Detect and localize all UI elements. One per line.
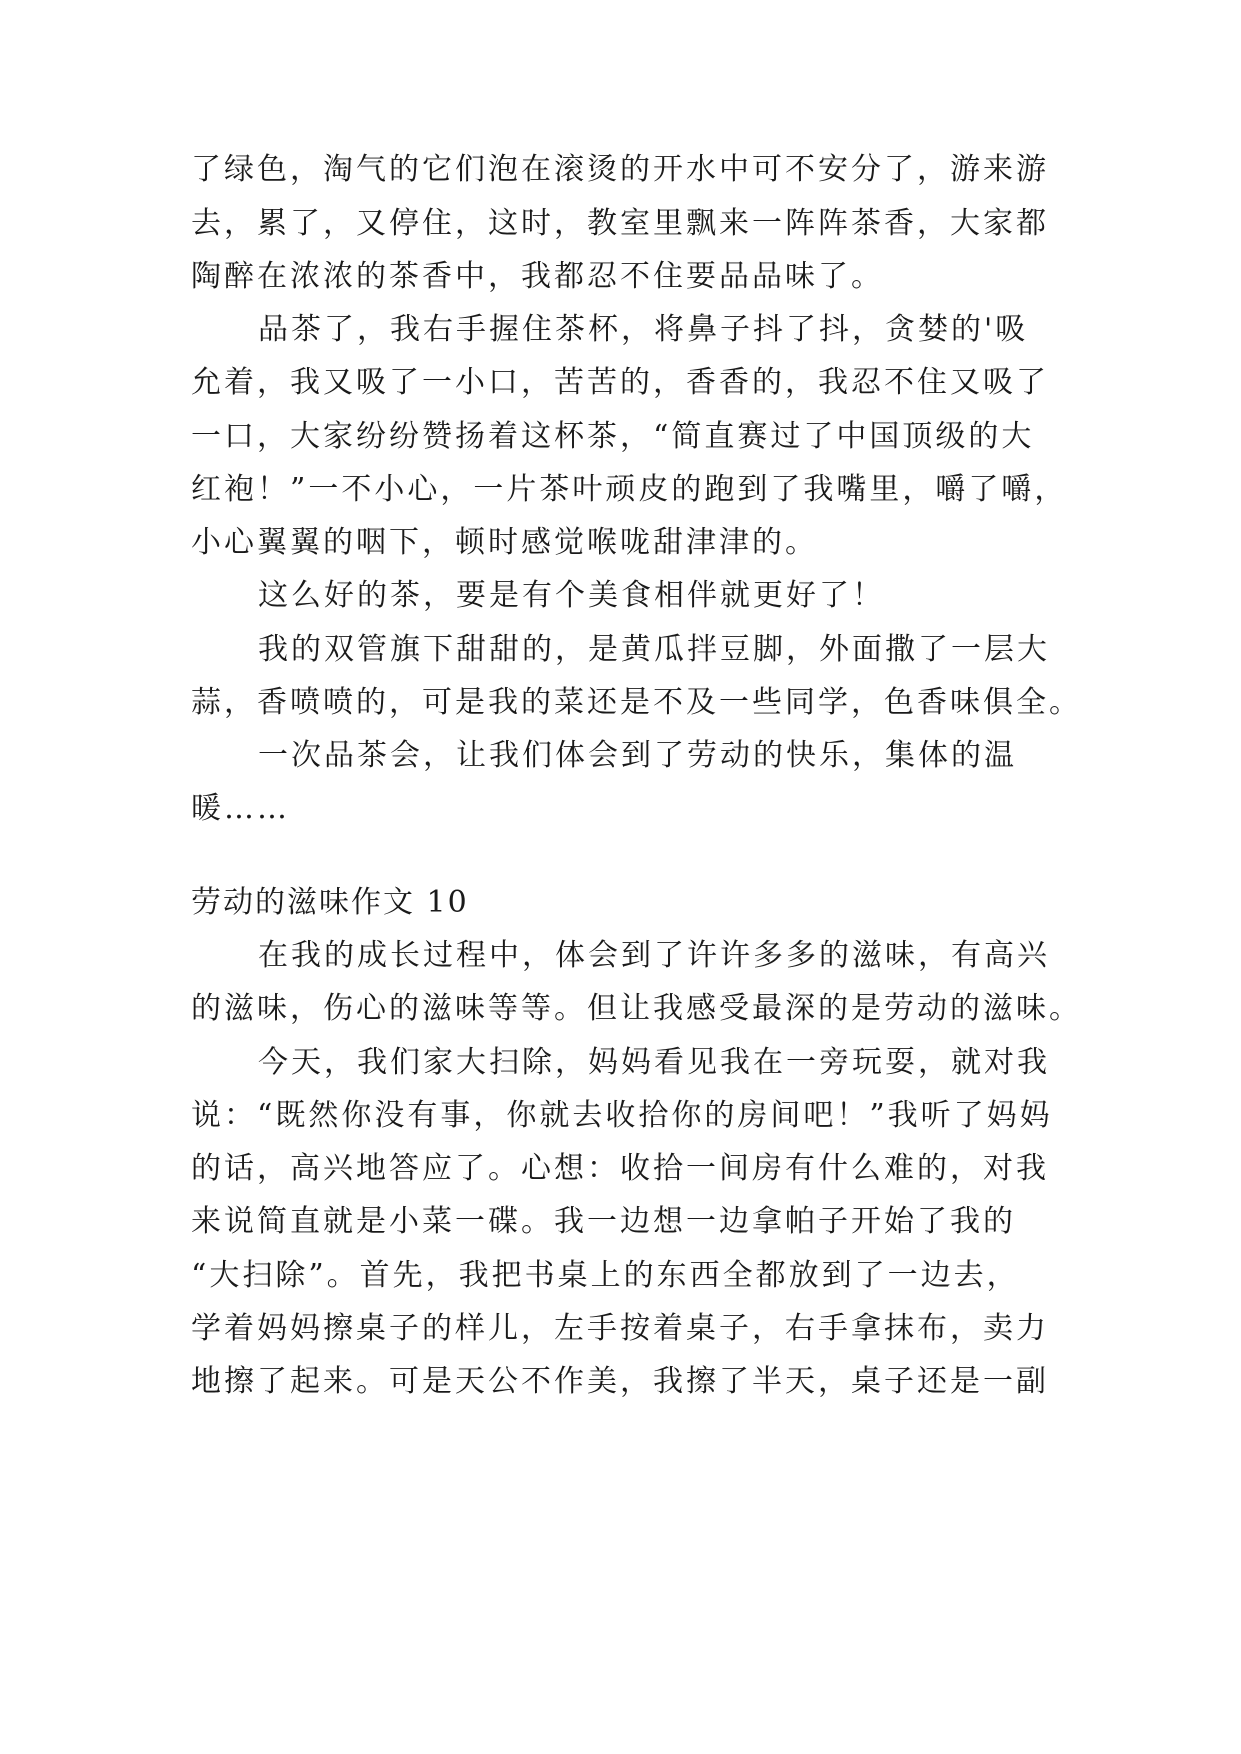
paragraph-first-line: 我的双管旗下甜甜的，是黄瓜拌豆脚，外面撒了一层大 [258,632,1050,667]
paragraph-first-line: 在我的成长过程中，体会到了许许多多的滋味，有高兴 [258,938,1050,973]
paragraph-first-line: 今天，我们家大扫除，妈妈看见我在一旁玩耍，就对我 [258,1045,1050,1080]
section-heading: 劳动的滋味作文 10 [191,885,469,920]
text-line: 来说简直就是小菜一碟。我一边想一边拿帕子开始了我的 [191,1204,1016,1239]
paragraph-first-line: 这么好的茶，要是有个美食相伴就更好了！ [258,578,885,613]
text-line: 了绿色，淘气的它们泡在滚烫的开水中可不安分了，游来游 [191,152,1049,187]
paragraph-first-line: 品茶了，我右手握住茶杯，将鼻子抖了抖，贪婪的'吸 [258,312,1029,347]
text-line: 的滋味，伤心的滋味等等。但让我感受最深的是劳动的滋味。 [191,991,1082,1026]
text-line: 的话，高兴地答应了。心想：收拾一间房有什么难的，对我 [191,1151,1049,1186]
text-line: 地擦了起来。可是天公不作美，我擦了半天，桌子还是一副 [191,1364,1049,1399]
text-line: 陶醉在浓浓的茶香中，我都忍不住要品品味了。 [191,259,884,294]
text-line: 暖…… [191,791,290,826]
text-line: “大扫除”。首先，我把书桌上的东西全都放到了一边去， [191,1258,1020,1293]
text-line: 一口，大家纷纷赞扬着这杯茶，“简直赛过了中国顶级的大 [191,419,1035,454]
text-line: 去，累了，又停住，这时，教室里飘来一阵阵茶香，大家都 [191,206,1049,241]
text-line: 说：“既然你没有事，你就去收拾你的房间吧！”我听了妈妈 [191,1098,1053,1133]
text-line: 蒜，香喷喷的，可是我的菜还是不及一些同学，色香味俱全。 [191,685,1082,720]
paragraph-first-line: 一次品茶会，让我们体会到了劳动的快乐，集体的温 [258,738,1017,773]
text-line: 红袍！”一不小心，一片茶叶顽皮的跑到了我嘴里，嚼了嚼， [191,472,1068,507]
text-line: 允着，我又吸了一小口，苦苦的，香香的，我忍不住又吸了 [191,365,1049,400]
text-line: 学着妈妈擦桌子的样儿，左手按着桌子，右手拿抹布，卖力 [191,1311,1049,1346]
text-line: 小心翼翼的咽下，顿时感觉喉咙甜津津的。 [191,525,818,560]
